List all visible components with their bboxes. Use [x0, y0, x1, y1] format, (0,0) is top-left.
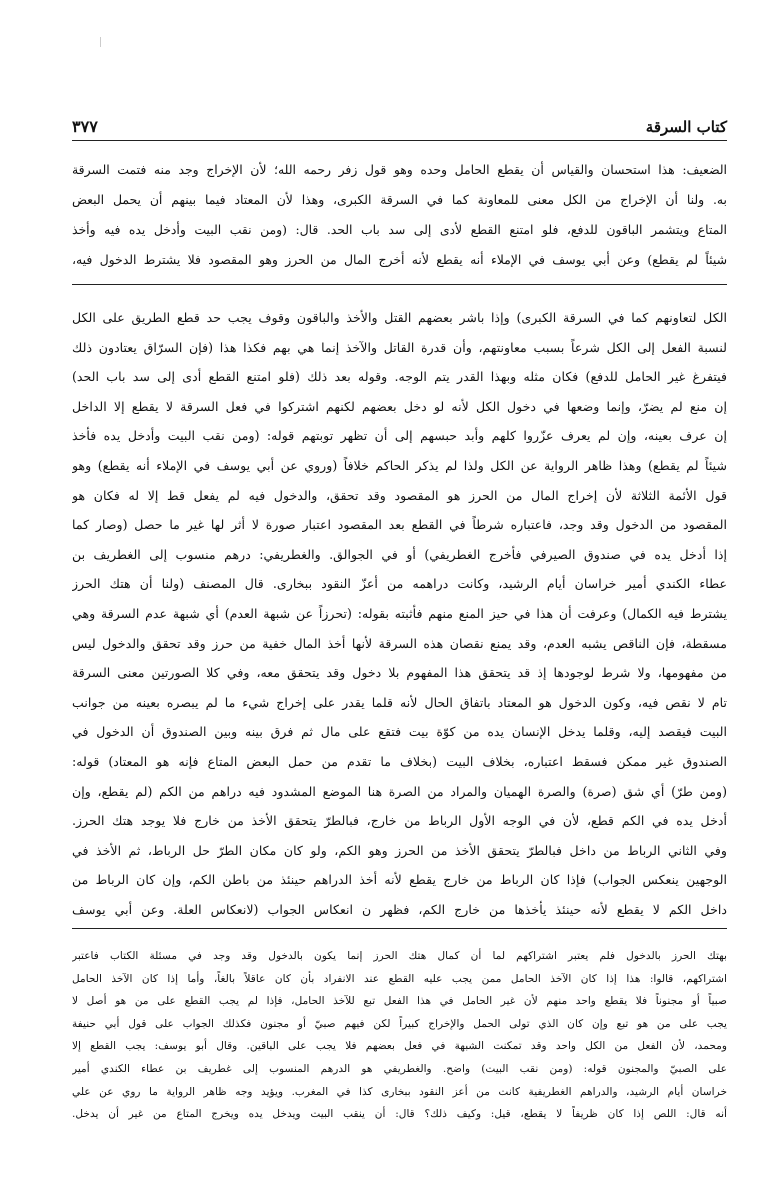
- text-line: الصندوق غير ممكن فسقط اعتباره، بخلاف البيت (بخلاف ما تقدم من حمل البعض المتاع فإنه هو المعتاد) قوله:: [72, 753, 727, 769]
- footnote-line: صبياً أو مجنوناً فلا يقطع واحد منهم لأن غير الحامل في هذا الفعل تبع للآخذ الحامل، فإذا لم يجب القطع على من هو أصل لا: [72, 995, 727, 1008]
- commentary-line: به. ولنا أن الإخراج من الكل معنى للمعاونة كما في السرقة الكبرى، وهذا لأن المعتاد فيما بينهم أن يحمل البعض: [72, 192, 727, 207]
- footnote-line: ومحمد، لأن الفعل من الكل واحد وقد تمكنت الشبهة في فعل بعضهم فلا يجب على الباقين. وقال أبو يوسف: يجب القطع إلا: [72, 1040, 727, 1053]
- footnote-line: أنه قال: اللص إذا كان ظريفاً لا يقطع، قيل: وكيف ذلك؟ قال: أن ينقب البيت ويدخل يده ويخرج المتاع من غير أن يدخل.: [72, 1108, 727, 1121]
- text-line: قول الأئمة الثلاثة لأن إخراج المال من الحرز هو المقصود وقد تحقق، والدخول فيه لم يفعل قط إلا له فكان هو: [72, 487, 727, 503]
- text-line: من مفهومها، ولا شرط لوجودها إذ قد يتحقق هذا المفهوم بلا دخول وقد يتحقق معه، وفي كلا الصورتين معنى السرقة: [72, 665, 727, 681]
- commentary-line: الضعيف: هذا استحسان والقياس أن يقطع الحامل وحده وهو قول زفر رحمه الله؛ لأن الإخراج وجد منه فتمت السرقة: [72, 162, 727, 177]
- running-header: [72, 108, 727, 136]
- page-title: كتاب السرقة: [645, 118, 727, 136]
- commentary-line: المتاع ويتشمر الباقون للدفع، فلو امتنع القطع لأدى إلى سد باب الحد. قال: (ومن نقب البيت وأدخل يده فيه وأخذ: [72, 222, 727, 237]
- top-commentary: [72, 155, 727, 275]
- footnote-line: بهتك الحرز بالدخول فلم يعتبر اشتراكهم لما أن كمال هتك الحرز إنما يكون بالدخول وقد وجد في مسئلة الكتاب فاعتبر: [72, 950, 727, 962]
- text-line: المقصود من الدخول وقد وجد، فاعتباره شرطاً في القطع بعد المقصود اعتبار صورة لا أثر لها غير ما حصل (وصار كما: [72, 517, 727, 533]
- section-divider-top: [72, 284, 727, 285]
- text-line: مسقطة، فإن الناقص يشبه العدم، وقد يمنع نقصان هذه السرقة لأنها أخذ المال خفية من حرز وقد تحقق والدخول ليس: [72, 635, 727, 651]
- text-line: البيت فيقصد إليه، وقلما يدخل الإنسان يده من كوّة بيت فتقع على مال ثم فرق بينه وبين الصندوق أن الدخول في: [72, 724, 727, 740]
- text-line: إن منع لم يضرّ، وإنما وضعها في دخول الكل لأنه لو دخل بعضهم لكنهم اشتركوا في فعل السرقة لا يقطع إلا الداخل: [72, 398, 727, 414]
- page-number: ٣٧٧: [72, 117, 98, 136]
- footnote-line: خراسان أيام الرشيد، والدراهم الغطريفية كانت من أعز النقود ببخارى كذا في المغرب. ويؤيد وجه ظاهر الرواية ما روي عن علي: [72, 1085, 727, 1098]
- main-text: [72, 303, 727, 924]
- text-line: يشترط فيه الكمال) وعرفت أن هذا في حيز المنع منهم فأثبته بقوله: (تحرزاً عن شبهة العدم) أي شبهة عدم السرقة وهي: [72, 605, 727, 621]
- text-line: فيتفرغ غير الحامل للدفع) فكان مثله وبهذا القدر يتم الوجه. وقوله بعد ذلك (فلو امتنع القطع أدى إلى سد باب الحد): [72, 369, 727, 385]
- text-line: لنسبة الفعل إلى الكل شرعاً بسبب معاونتهم، وأن قدرة القاتل والآخذ إنما هي بهم فكذا هذا (فإن السرّاق يعتادون ذلك: [72, 339, 727, 355]
- text-line: الوجهين ينعكس الجواب) فإذا كان الرباط من خارج يقطع لأنه أخذ الدراهم حينئذ من باطن الكم، وإن كان الرباط من: [72, 872, 727, 888]
- footnote-line: يجب على من هو تبع وإن كان الذي تولى الحمل والإخراج كبيراً لكن فيهم صبيّ أو مجنون فكذلك الجواب على قول أبي حنيفة: [72, 1017, 727, 1030]
- text-line: داخل الكم لا يقطع لأنه حينئذ يأخذها من خارج الكم، فظهر ن انعكاس الجواب (لانعكاس العلة. وعن أبي يوسف: [72, 901, 727, 917]
- scan-mark: [100, 37, 101, 47]
- section-divider-bottom: [72, 928, 727, 929]
- text-line: أدخل يده في الكم قطع، لأن في الوجه الأول الرباط من خارج، فبالطرّ يتحقق الأخذ من خارج فلا يوجد هتك الحرز.: [72, 813, 727, 829]
- text-line: (ومن طرّ) أي شق (صرة) والصرة الهميان والمراد من الصرة هنا الموضع المشدود فيه دراهم من الكم (لم يقطع، وإن: [72, 783, 727, 799]
- commentary-line: شيئاً لم يقطع) وعن أبي يوسف في الإملاء أنه يقطع لأنه أخرج المال من الحرز وهو المقصود فلا يشترط الدخول فيه،: [72, 252, 727, 267]
- footnote-line: اشتراكهم، قالوا: هذا إذا كان الآخذ الحامل ممن يجب عليه القطع عند الانفراد بأن كان عاقلاً بالغاً، وأما إذا كان الآخذ الحامل: [72, 972, 727, 985]
- header-rule: [72, 140, 727, 141]
- text-line: تام لا نقص فيه، وكون الدخول هو المعتاد باتفاق الحال لأنه قلما يقدر على إخراج شيء ما لم يبصره بعينه من جوانب: [72, 694, 727, 710]
- text-line: إذا أدخل يده في صندوق الصيرفي فأخرج الغطريفي) أو في الجوالق. والغطريفي: درهم منسوب إلى الغطريف بن: [72, 546, 727, 562]
- text-line: شيئاً لم يقطع) وهذا ظاهر الرواية عن الكل ولذا لم يذكر الحاكم خلافاً (وروي عن أبي يوسف في الإملاء أنه يقطع) وهو: [72, 457, 727, 473]
- footnote-line: على الصبيّ والمجنون قوله: (ومن نقب البيت) واضح. والغطريفي هو الدرهم المنسوب إلى غطريف بن عطاء الكندي أمير: [72, 1062, 727, 1075]
- text-line: وفي الثاني الرباط من داخل فبالطرّ يتحقق الأخذ من الحرز وهو الكم، ولو كان مكان الطرّ حل الرباط، ثم الأخذ في: [72, 842, 727, 858]
- text-line: الكل لتعاونهم كما في السرقة الكبرى) وإذا باشر بعضهم القتل والأخذ والباقون وقوف يجب حد قطع الطريق على الكل: [72, 310, 727, 325]
- footnote-text: [72, 945, 727, 1126]
- text-line: عطاء الكندي أمير خراسان أيام الرشيد، وكانت دراهمه من أعزّ النقود ببخارى. قال المصنف (ولنا أن هتك الحرز: [72, 576, 727, 592]
- text-line: إن عرف بعينه، وإن لم يعرف عزّروا كلهم وأبد حبسهم إلى أن تظهر توبتهم قوله: (ومن نقب البيت وأدخل يده فأخذ: [72, 428, 727, 444]
